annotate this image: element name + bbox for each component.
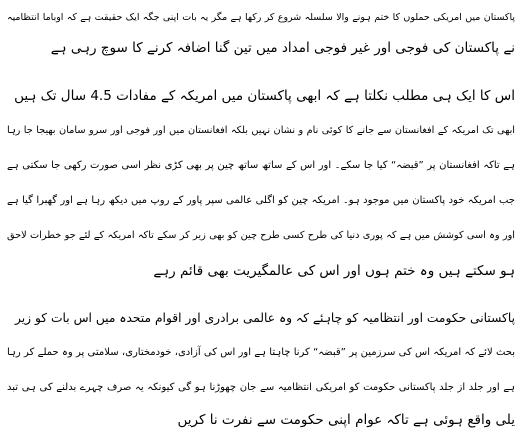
paragraph-line-7: اور وہ اسی کوشش میں ہے کہ پوری دنیا کی طرح کسی طرح چین کو بھی زیر کر سکے تاکہ امریکہ کے لئے جو خطرات لاحق [7, 230, 515, 241]
paragraph-line-3: اس کا ایک ہی مطلب نکلتا ہے کہ ابھی پاکستان میں امریکہ کے مفادات 4.5 سال تک ہیں [14, 88, 515, 104]
paragraph-line-11: ہے اور جلد از جلد پاکستانی حکومت کو امریکی انتظامیہ سے جان چھوڑنا ہو گی کیونکہ یہ صرف چہرے بدلنے کی ہی تبد [7, 382, 515, 393]
paragraph-line-2: نے پاکستان کی فوجی اور غیر فوجی امداد میں تین گنا اضافہ کرنے کا سوچ رہی ہے [50, 40, 515, 56]
paragraph-line-8: ہو سکتے ہیں وہ ختم ہوں اور اس کی عالمگیریت بھی قائم رہے [153, 263, 515, 279]
paragraph-line-9: پاکستانی حکومت اور انتظامیہ کو چاہئے کہ وہ عالمی برادری اور اقوام متحدہ میں اس بات کو زیر [14, 311, 515, 325]
paragraph-line-10: بحث لائے کہ امریکہ اس کی سرزمین پر ”قبضہ“ کرنا چاہتا ہے اور اس کی آزادی، خودمختاری، سلامتی پر وہ حملے کر رہا [7, 347, 515, 358]
paragraph-line-4: ابھی تک امریکہ کے افغانستان سے جانے کا کوئی نام و نشان نہیں بلکہ افغانستان میں اور فوجی اور سرو سامان بھیجا جا رہا [7, 125, 515, 136]
paragraph-line-12: یلی واقع ہوئی ہے تاکہ عوام اپنی حکومت سے نفرت نا کریں [177, 412, 515, 428]
paragraph-line-6: جب امریکہ خود پاکستان میں موجود ہو۔ امریکہ چین کو اگلی عالمی سپر پاور کے روپ میں دیکھ رہا ہے اور گھبرا گیا ہے [7, 195, 515, 206]
paragraph-line-1: پاکستان میں امریکی حملوں کا ختم ہونے والا سلسلہ شروع کر رکھا ہے مگر یہ بات اپنی جگہ ایک حقیقت ہے کہ اوباما انتظامیہ [7, 12, 515, 23]
paragraph-line-5: ہے تاکہ افغانستان پر ”قبضہ“ کیا جا سکے۔ اور اس کے ساتھ ساتھ چین پر بھی کڑی نظر اسی صورت رکھی جا سکتی ہے [7, 160, 515, 171]
